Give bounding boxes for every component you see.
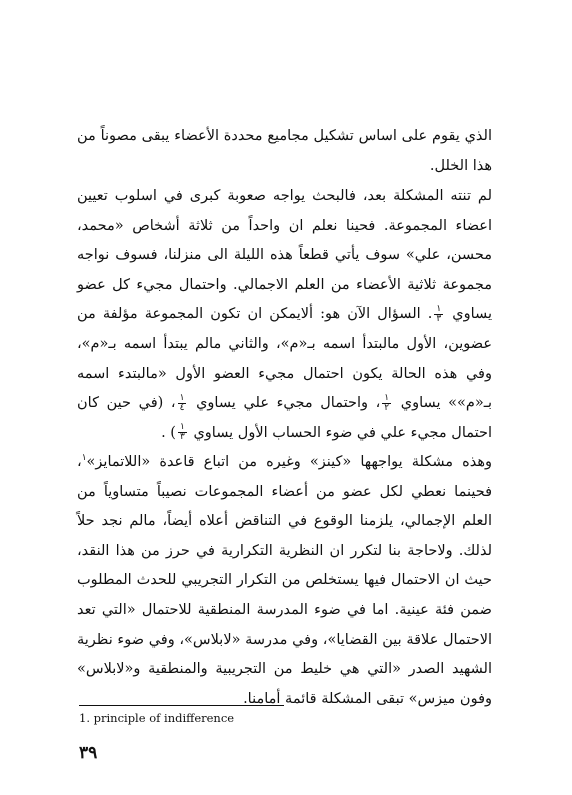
- paragraph-3: [77, 448, 492, 714]
- paragraph-3-text: وهذه مشكلة يواجهها «كينز» وغيره من اتباع قاعدة «اللاتمايز»: [86, 454, 492, 470]
- paragraph-2-part-1: لم تنته المشكلة بعد، فالبحث يواجه صعوبة كبرى في اسلوب تعيين اعضاء المجموعة. فحينا نعلم ان واحداً من ثلاثة أشخاص «محمد، محسن، علي» سوف يأتي قطعاً هذه الليلة الى منزلنا، فسوف نواجه مجموعة ثلاثية الأعضاء من العلم الاجمالي. واحتمال مجيء كل عضو يساوي: [77, 188, 493, 323]
- fraction-one-half: [382, 394, 391, 413]
- paragraph-1: [77, 122, 492, 181]
- paragraph-2-part-4: ، (في حين كان احتمال مجيء علي في ضوء الحساب الأول يساوي: [77, 395, 492, 441]
- paragraph-2-part-5: ) .: [161, 424, 176, 441]
- paragraph-1-text: الذي يقوم على اساس تشكيل مجاميع محددة الأعضاء يبقى مصوناً من هذا الخلل.: [77, 128, 492, 174]
- footnote-divider: [79, 705, 284, 706]
- fraction-numerator: ١: [436, 303, 442, 314]
- footnote: 1. principle of indifference: [79, 711, 235, 725]
- paragraph-2-part-2: . السؤال الآن هو: ألايمكن ان تكون المجموعة مؤلفة من عضوين، الأول مالبتدأ اسمه بـ«م»، والثاني مالم يبتدأ اسمه بـ«م»، وفي هذه الحالة يكون احتمال مجيء العضو الأول «مالبتدء اسمه بـ«م»» يساوي: [77, 306, 493, 412]
- fraction-numerator: ١: [179, 392, 185, 403]
- fraction-one-quarter: [178, 394, 187, 413]
- fraction-denominator: ٢: [384, 402, 390, 413]
- paragraph-3-text-continued: ، فحينما نعطي لكل عضو من أعضاء المجموعات نصيباً متساوياً من العلم الإجمالي، يلزمنا الوقوع في التناقض أعلاه أيضاً، مالم نجد حلاً لذلك. ولاحاجة بنا لتكرر ان النظرية التكرارية في حرز من هذا النقد، حيث ان الاحتمال فيها يستخلص من التكرار التجريبي للحدث المطلوب ضمن فئة عينية. اما في ضوء المدرسة المنطقية للاحتمال «التي تعد الاحتمال علاقة بين القضايا»، وفي مدرسة «لابلاس»، وفي ضوء نظرية الشهيد الصدر «التي هي خليط من التجريبية والمنطقية و«لابلاس» وفون ميزس» تبقى المشكلة قائمة أمامنا.: [77, 454, 492, 707]
- fraction-denominator: ٣: [436, 313, 442, 324]
- fraction-one-third-second: [178, 423, 187, 442]
- page-number: ٣٩: [79, 743, 98, 763]
- fraction-denominator: ٤: [179, 402, 185, 413]
- paragraph-2-part-3: ، واحتمال مجيء علي يساوي: [196, 395, 381, 412]
- fraction-one-third: [434, 305, 443, 324]
- paragraph-2: [77, 182, 492, 448]
- fraction-numerator: ١: [384, 392, 390, 403]
- fraction-numerator: ١: [179, 422, 185, 433]
- footnote-reference: ١: [81, 453, 87, 464]
- fraction-denominator: ٣: [179, 432, 185, 443]
